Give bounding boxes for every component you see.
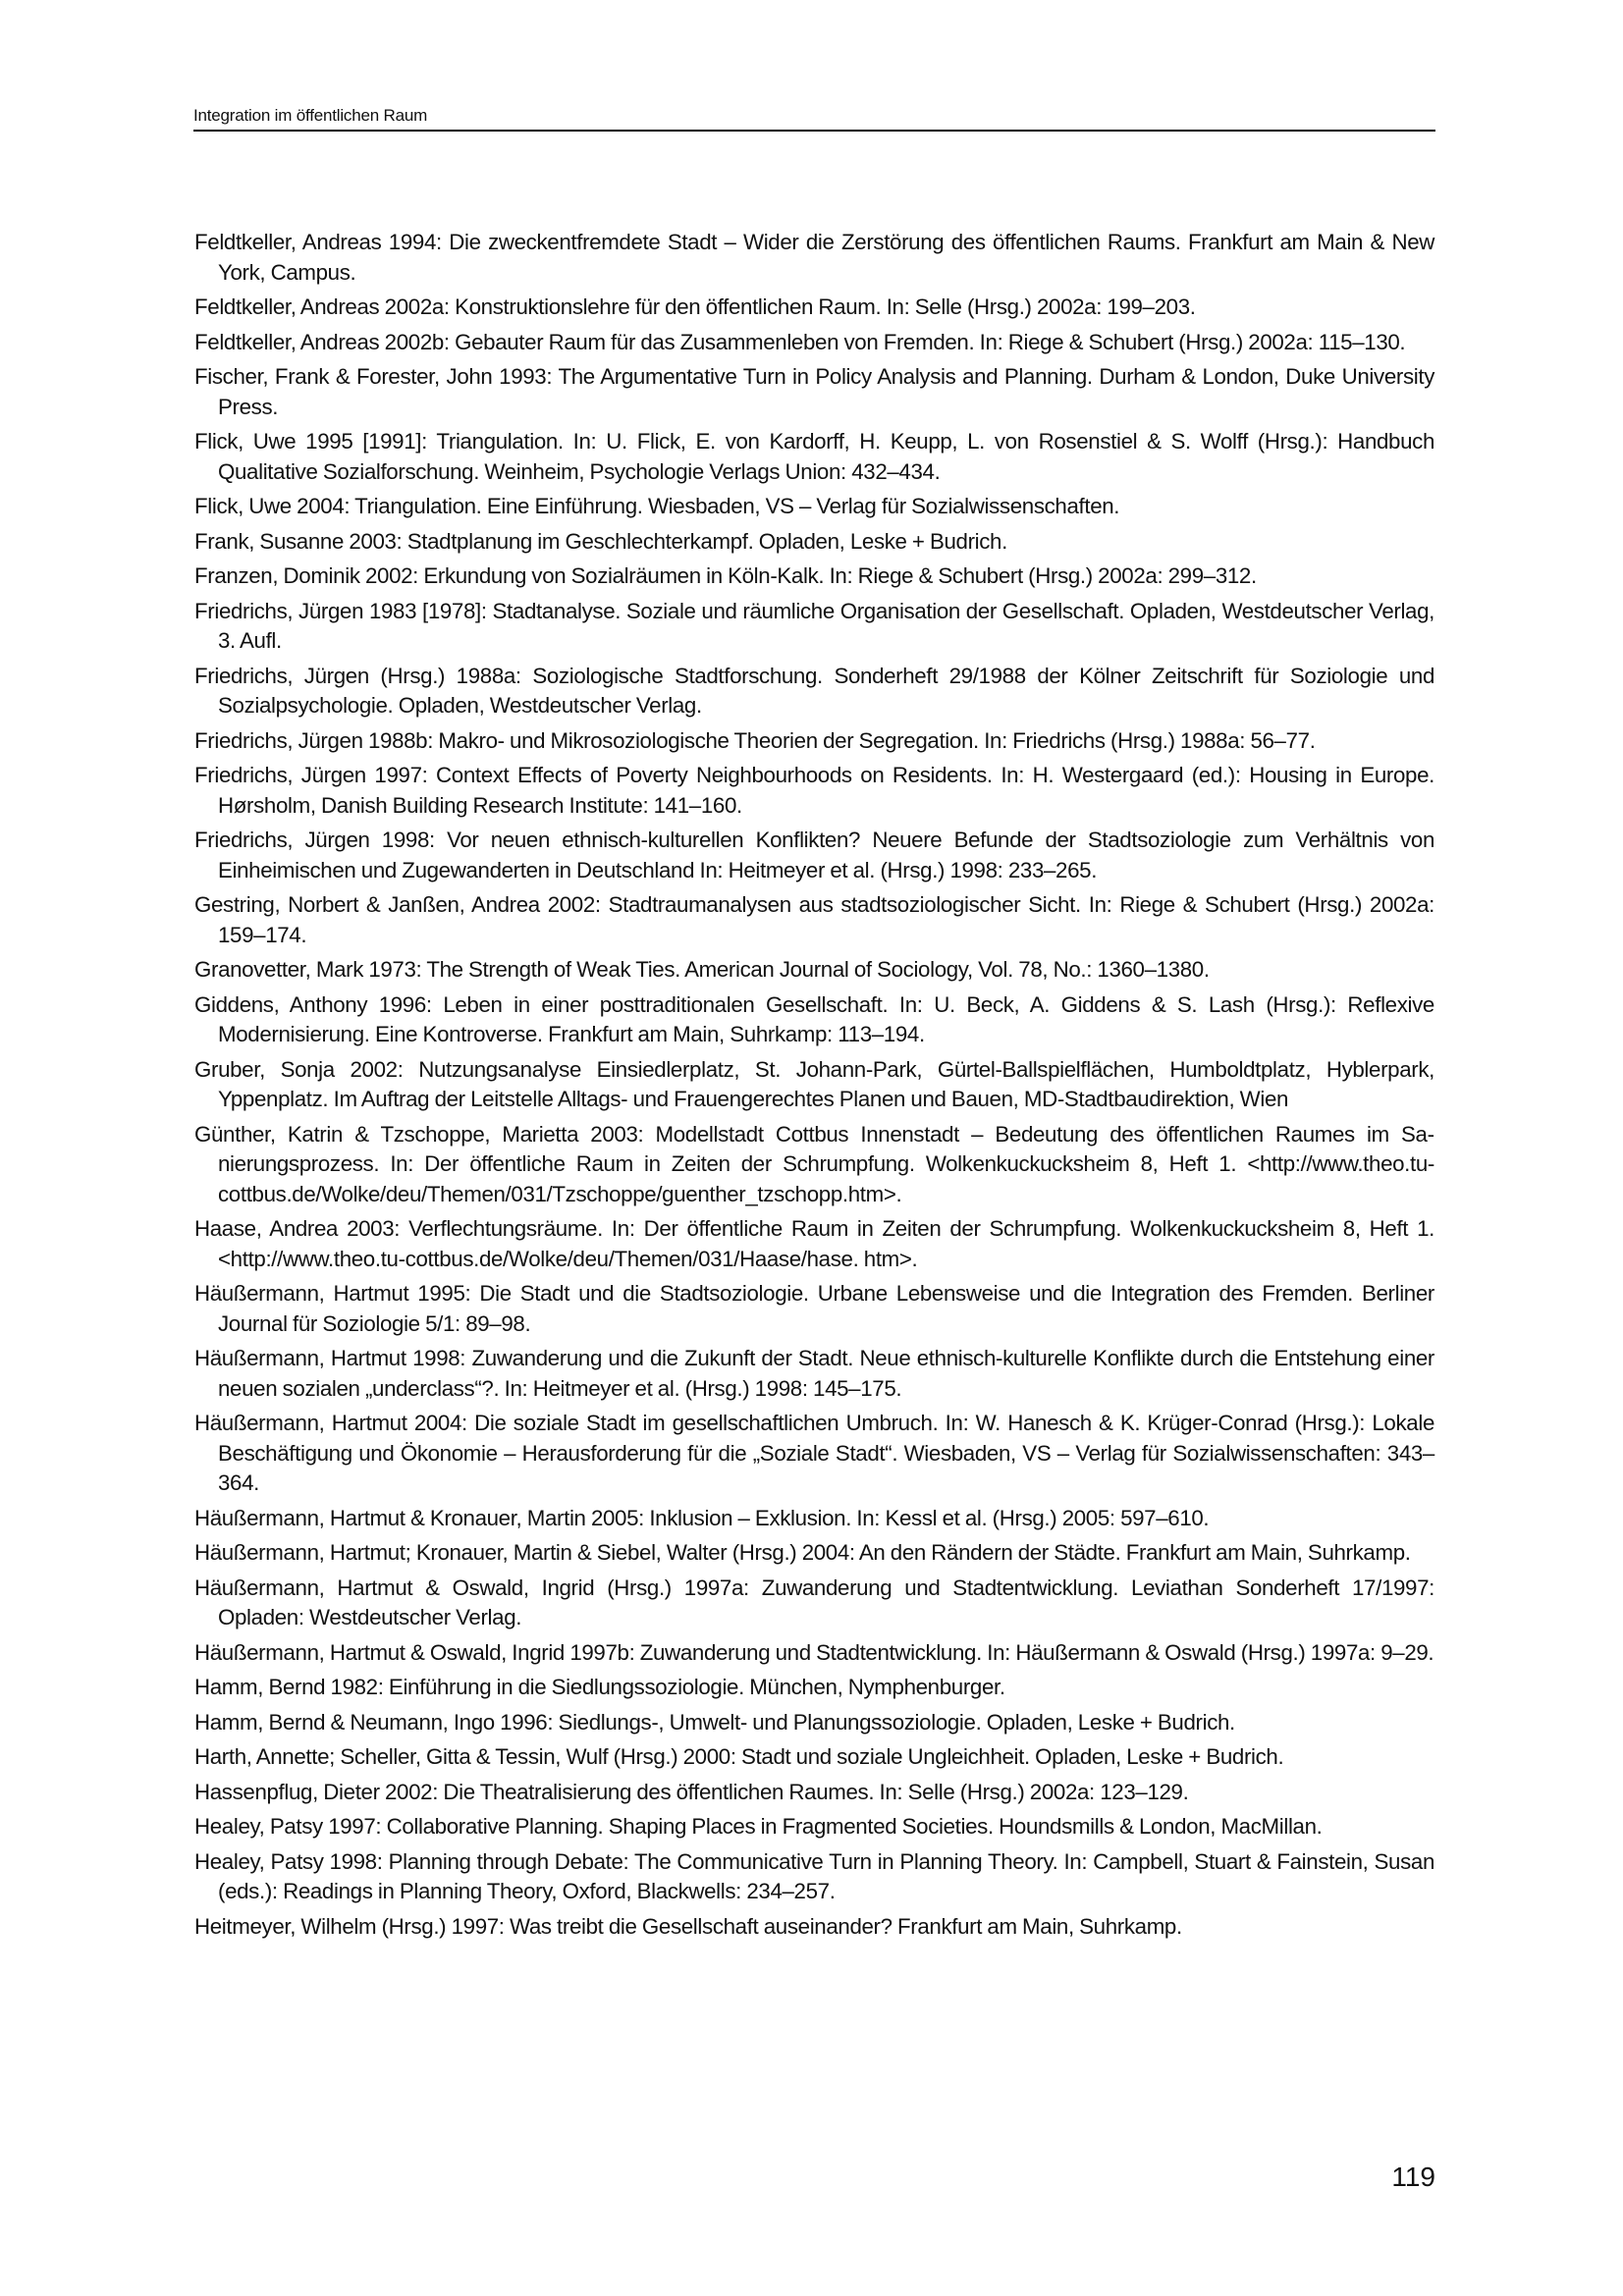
reference-entry: Gruber, Sonja 2002: Nutzungsanalyse Einsiedlerplatz, St. Johann-Park, Gürtel-Ballspielflächen, Humboldtplatz, Hyblerpark, Yppenplatz. Im Auftrag der Leitstelle Alltags- und Frauengerechtes Planen und Bauen, MD-Stadtbaudirektion, Wien: [194, 1056, 1434, 1111]
reference-entry: Heitmeyer, Wilhelm (Hrsg.) 1997: Was treibt die Gesellschaft auseinander? Frankfurt am Main, Suhrkamp.: [194, 1913, 1182, 1939]
reference-entry: Häußermann, Hartmut 1998: Zuwanderung und die Zukunft der Stadt. Neue ethnisch-kulturelle Konflikte durch die Entstehung einer neuen sozialen „underclass“?. In: Heitmeyer et al. (Hrsg.) 1998: 145–175.: [194, 1346, 1434, 1401]
running-title: Integration im öffentlichen Raum: [193, 106, 428, 125]
reference-entry: Hassenpflug, Dieter 2002: Die Theatralisierung des öffentlichen Raumes. In: Selle (Hrsg.) 2002a: 123–129.: [194, 1779, 1189, 1804]
reference-entry: Häußermann, Hartmut 1995: Die Stadt und die Stadtsoziologie. Urbane Lebensweise und die Integration des Fremden. Berliner Journal für Soziologie 5/1: 89–98.: [194, 1281, 1434, 1336]
reference-entry: Hamm, Bernd & Neumann, Ingo 1996: Siedlungs-, Umwelt- und Planungssoziologie. Opladen, Leske + Budrich.: [194, 1709, 1235, 1735]
reference-entry: Frank, Susanne 2003: Stadtplanung im Geschlechterkampf. Opladen, Leske + Budrich.: [194, 528, 1007, 554]
reference-entry: Günther, Katrin & Tzschoppe, Marietta 2003: Modellstadt Cottbus Innenstadt – Bedeutung des öffentlichen Raumes im Sanierungsprozess. In: Der öffentliche Raum in Zeiten der Schrumpfung. Wolkenkuckucksheim 8, Heft 1. <http://www.theo.​tu-cottbus.de/Wolke/deu/Themen/031/Tzschoppe/guenther_tzschopp.htm>.: [194, 1121, 1434, 1206]
reference-entry: Häußermann, Hartmut & Oswald, Ingrid 1997b: Zuwanderung und Stadtentwicklung. In: Häußermann & Oswald (Hrsg.) 1997a: 9–29.: [194, 1639, 1434, 1665]
reference-entry: Giddens, Anthony 1996: Leben in einer posttraditionalen Gesellschaft. In: U. Beck, A. Giddens & S. Lash (Hrsg.): Reflexive Modernisierung. Eine Kontroverse. Frankfurt am Main, Suhrkamp: 113–194.: [194, 991, 1434, 1046]
reference-entry: Healey, Patsy 1997: Collaborative Planning. Shaping Places in Fragmented Societies. Houndsmills & London, MacMillan.: [194, 1814, 1323, 1839]
reference-entry: Haase, Andrea 2003: Verflechtungsräume. In: Der öffentliche Raum in Zeiten der Schrumpfung. Wolkenkuckucksheim 8, Heft 1. <http://www.theo.tu-cottbus.de/Wolke/deu/Themen/031/Haase/hase. htm>.: [194, 1216, 1434, 1271]
reference-entry: Flick, Uwe 1995 [1991]: Triangulation. In: U. Flick, E. von Kardorff, H. Keupp, L. von Rosenstiel & S. Wolff (Hrsg.): Handbuch Qualitative Sozialforschung. Weinheim, Psychologie Verlags Union: 432–434.: [194, 429, 1434, 484]
reference-entry: Friedrichs, Jürgen (Hrsg.) 1988a: Soziologische Stadtforschung. Sonderheft 29/1988 der Kölner Zeitschrift für Soziologie und Sozialpsychologie. Opladen, Westdeutscher Verlag.: [194, 663, 1434, 718]
reference-entry: Friedrichs, Jürgen 1983 [1978]: Stadtanalyse. Soziale und räumliche Organisation der Gesellschaft. Opladen, Westdeutscher Verlag, 3. Aufl.: [194, 598, 1434, 653]
reference-entry: Granovetter, Mark 1973: The Strength of Weak Ties. American Journal of Sociology, Vol. 78, No.: 1360–1380.: [194, 957, 1210, 982]
running-header: [193, 106, 1435, 132]
reference-entry: Häußermann, Hartmut & Oswald, Ingrid (Hrsg.) 1997a: Zuwanderung und Stadtentwicklung. Leviathan Sonderheft 17/1997: Opladen: Westdeutscher Verlag.: [194, 1575, 1434, 1629]
reference-entry: Feldtkeller, Andreas 1994: Die zweckentfremdete Stadt – Wider die Zerstörung des öffentlichen Raums. Frankfurt am Main & New York, Campus.: [194, 230, 1434, 285]
reference-entry: Häußermann, Hartmut; Kronauer, Martin & Siebel, Walter (Hrsg.) 2004: An den Rändern der Städte. Frankfurt am Main, Suhrkamp.: [194, 1540, 1411, 1565]
reference-entry: Gestring, Norbert & Janßen, Andrea 2002: Stadtraumanalysen aus stadtsoziologischer Sicht. In: Riege & Schubert (Hrsg.) 2002a: 159–174.: [194, 892, 1434, 947]
reference-entry: Hamm, Bernd 1982: Einführung in die Siedlungssoziologie. München, Nymphenburger.: [194, 1675, 1005, 1699]
reference-entry: Flick, Uwe 2004: Triangulation. Eine Einführung. Wiesbaden, VS – Verlag für Sozialwissenschaften.: [194, 494, 1120, 518]
reference-entry: Healey, Patsy 1998: Planning through Debate: The Communicative Turn in Planning Theory. In: Campbell, Stuart & Fainstein, Susan (eds.): Readings in Planning Theory, Oxford, Blackwells: 234–257.: [194, 1848, 1434, 1903]
bibliography-list: [194, 228, 1434, 1947]
reference-entry: Friedrichs, Jürgen 1998: Vor neuen ethnisch-kulturellen Konflikten? Neuere Befunde der Stadtsoziologie zum Verhältnis von Einheimischen und Zugewanderten in Deutschland In: Heitmeyer et al. (Hrsg.) 1998: 233–265.: [194, 828, 1434, 882]
reference-entry: Harth, Annette; Scheller, Gitta & Tessin, Wulf (Hrsg.) 2000: Stadt und soziale Ungleichheit. Opladen, Leske + Budrich.: [194, 1744, 1284, 1769]
reference-entry: Häußermann, Hartmut & Kronauer, Martin 2005: Inklusion – Exklusion. In: Kessl et al. (Hrsg.) 2005: 597–610.: [194, 1505, 1210, 1530]
reference-entry: Feldtkeller, Andreas 2002a: Konstruktionslehre für den öffentlichen Raum. In: Selle (Hrsg.) 2002a: 199–203.: [194, 294, 1196, 319]
reference-entry: Fischer, Frank & Forester, John 1993: The Argumentative Turn in Policy Analysis and Planning. Durham & London, Duke University Press.: [194, 364, 1434, 419]
page-number: 119: [1391, 2162, 1435, 2192]
reference-entry: Franzen, Dominik 2002: Erkundung von Sozialräumen in Köln-Kalk. In: Riege & Schubert (Hrsg.) 2002a: 299–312.: [194, 563, 1257, 588]
reference-entry: Friedrichs, Jürgen 1997: Context Effects of Poverty Neighbourhoods on Residents. In: H. Westergaard (ed.): Housing in Europe. Hørsholm, Danish Building Research Institute: 141–160.: [194, 763, 1434, 818]
reference-entry: Häußermann, Hartmut 2004: Die soziale Stadt im gesellschaftlichen Umbruch. In: W. Hanesch & K. Krüger-Conrad (Hrsg.): Lokale Beschäftigung und Ökonomie – Herausforderung für die „Soziale Stadt“. Wiesbaden, VS – Verlag für Sozialwissenschaften: 343–364.: [194, 1411, 1434, 1495]
reference-entry: Feldtkeller, Andreas 2002b: Gebauter Raum für das Zusammenleben von Fremden. In: Riege & Schubert (Hrsg.) 2002a: 115–130.: [194, 329, 1406, 354]
reference-entry: Friedrichs, Jürgen 1988b: Makro- und Mikrosoziologische Theorien der Segregation. In: Friedrichs (Hrsg.) 1988a: 56–77.: [194, 727, 1316, 753]
